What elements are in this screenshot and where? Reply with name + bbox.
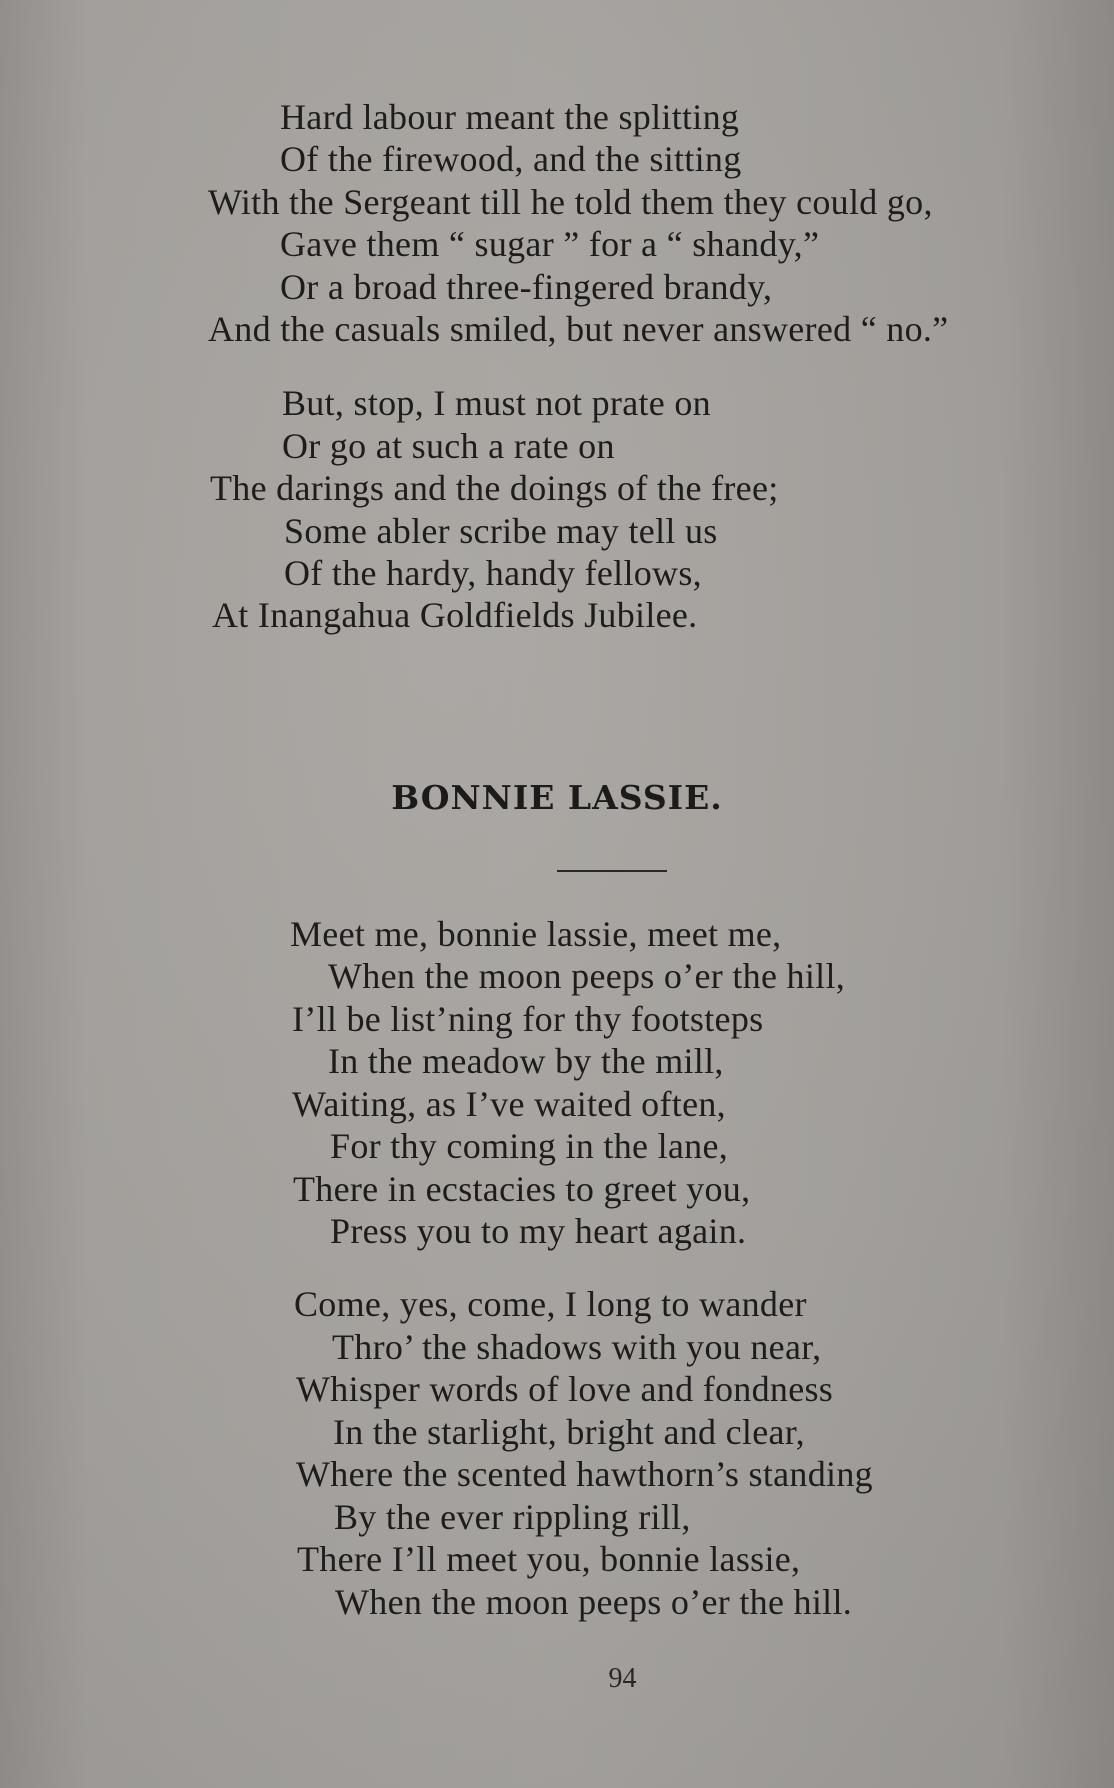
poem-line: With the Sergeant till he told them they could go, — [208, 182, 933, 222]
title-rule — [557, 870, 667, 872]
poem-line: In the meadow by the mill, — [328, 1041, 724, 1081]
poem-title: BONNIE LASSIE. — [391, 778, 723, 817]
poem-line: By the ever rippling rill, — [334, 1497, 691, 1537]
poem-line: There in ecstacies to greet you, — [293, 1169, 751, 1209]
poem-line: When the moon peeps o’er the hill. — [335, 1582, 853, 1622]
poem-line: Meet me, bonnie lassie, meet me, — [290, 914, 782, 954]
poem-line: Of the hardy, handy fellows, — [284, 553, 702, 593]
poem-line: Come, yes, come, I long to wander — [294, 1284, 807, 1324]
poem-line: When the moon peeps o’er the hill, — [328, 956, 846, 996]
poem-line: But, stop, I must not prate on — [282, 383, 711, 423]
poem-line: Of the firewood, and the sitting — [280, 139, 742, 179]
page-number: 94 — [608, 1663, 637, 1694]
poem-line: Where the scented hawthorn’s standing — [296, 1454, 873, 1494]
poem-line: Hard labour meant the splitting — [280, 97, 740, 137]
poem-line: Or a broad three-fingered brandy, — [280, 267, 773, 307]
poem-line: Whisper words of love and fondness — [296, 1369, 834, 1409]
poem-line: Thro’ the shadows with you near, — [332, 1327, 822, 1367]
poem-line: I’ll be list’ning for thy footsteps — [292, 999, 764, 1039]
poem-line: The darings and the doings of the free; — [210, 468, 779, 508]
poem-line: Or go at such a rate on — [282, 426, 615, 466]
poem-line: Waiting, as I’ve waited often, — [292, 1084, 726, 1124]
poem-line: Gave them “ sugar ” for a “ shandy,” — [280, 224, 820, 264]
poem-line: Press you to my heart again. — [330, 1211, 747, 1251]
poem-line: Some abler scribe may tell us — [284, 511, 718, 551]
poem-line: In the starlight, bright and clear, — [333, 1412, 805, 1452]
poem-line: For thy coming in the lane, — [330, 1126, 729, 1166]
poem-line: At Inangahua Goldfields Jubilee. — [212, 595, 698, 635]
poem-line: And the casuals smiled, but never answered “ no.” — [208, 309, 949, 349]
poem-line: There I’ll meet you, bonnie lassie, — [297, 1539, 801, 1579]
